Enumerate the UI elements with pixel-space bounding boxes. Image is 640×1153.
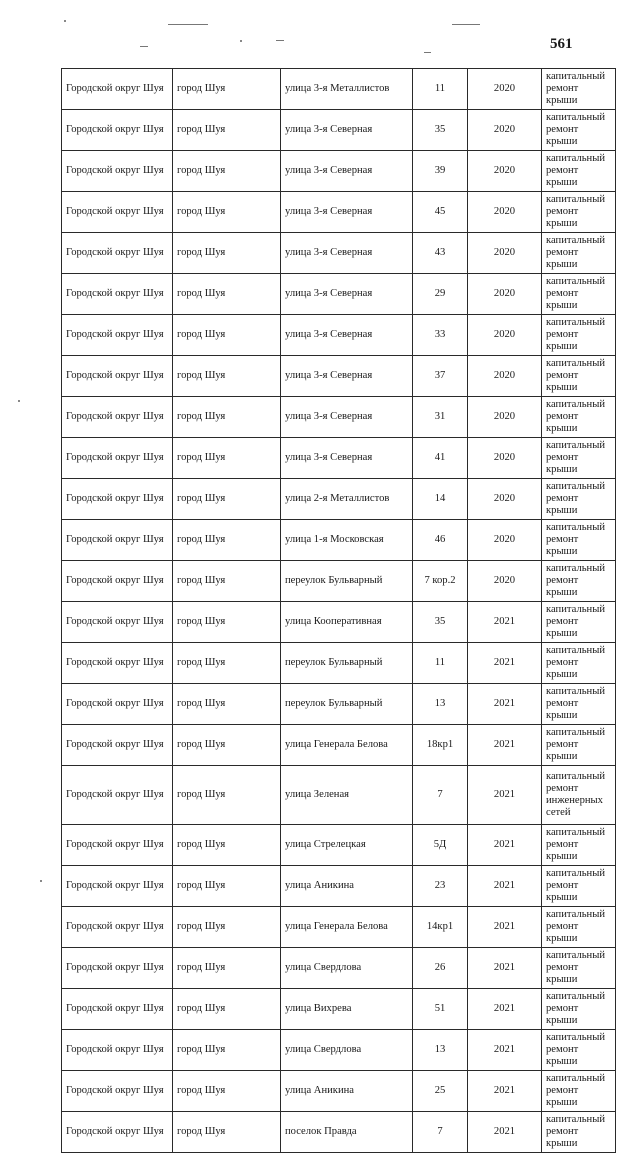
- district-cell: Городской округ Шуя: [62, 192, 173, 233]
- year-cell: 2020: [468, 192, 542, 233]
- house-number-cell: 35: [413, 110, 468, 151]
- table-row: [62, 1112, 616, 1153]
- house-number-cell: 13: [413, 1030, 468, 1071]
- year-cell: 2021: [468, 725, 542, 766]
- year-cell: 2020: [468, 438, 542, 479]
- work-type-cell: капитальный ремонт крыши: [542, 69, 616, 110]
- year-cell: 2021: [468, 948, 542, 989]
- table-row: [62, 397, 616, 438]
- house-number-cell: 18кр1: [413, 725, 468, 766]
- district-cell: Городской округ Шуя: [62, 315, 173, 356]
- house-number-cell: 5Д: [413, 825, 468, 866]
- district-cell: Городской округ Шуя: [62, 561, 173, 602]
- year-cell: 2021: [468, 907, 542, 948]
- city-cell: город Шуя: [173, 315, 281, 356]
- city-cell: город Шуя: [173, 520, 281, 561]
- district-cell: Городской округ Шуя: [62, 356, 173, 397]
- district-cell: Городской округ Шуя: [62, 725, 173, 766]
- house-number-cell: 41: [413, 438, 468, 479]
- work-type-cell: капитальный ремонт крыши: [542, 1030, 616, 1071]
- district-cell: Городской округ Шуя: [62, 989, 173, 1030]
- scan-line: [452, 24, 480, 25]
- year-cell: 2021: [468, 602, 542, 643]
- street-cell: улица Вихрева: [281, 989, 413, 1030]
- year-cell: 2020: [468, 356, 542, 397]
- district-cell: Городской округ Шуя: [62, 69, 173, 110]
- city-cell: город Шуя: [173, 1071, 281, 1112]
- street-cell: улица 3-я Северная: [281, 110, 413, 151]
- work-type-cell: капитальный ремонт крыши: [542, 643, 616, 684]
- street-cell: улица 2-я Металлистов: [281, 479, 413, 520]
- district-cell: Городской округ Шуя: [62, 1071, 173, 1112]
- city-cell: город Шуя: [173, 602, 281, 643]
- table-row: [62, 274, 616, 315]
- year-cell: 2020: [468, 233, 542, 274]
- work-type-cell: капитальный ремонт крыши: [542, 151, 616, 192]
- district-cell: Городской округ Шуя: [62, 397, 173, 438]
- district-cell: Городской округ Шуя: [62, 643, 173, 684]
- table-row: [62, 151, 616, 192]
- year-cell: 2020: [468, 274, 542, 315]
- work-type-cell: капитальный ремонт крыши: [542, 1071, 616, 1112]
- street-cell: улица 1-я Московская: [281, 520, 413, 561]
- table-row: [62, 989, 616, 1030]
- work-type-cell: капитальный ремонт крыши: [542, 948, 616, 989]
- table-row: [62, 825, 616, 866]
- year-cell: 2021: [468, 989, 542, 1030]
- year-cell: 2021: [468, 1030, 542, 1071]
- table-row: [62, 561, 616, 602]
- work-type-cell: капитальный ремонт крыши: [542, 825, 616, 866]
- year-cell: 2020: [468, 520, 542, 561]
- street-cell: улица Зеленая: [281, 766, 413, 825]
- table-row: [62, 479, 616, 520]
- table-row: [62, 866, 616, 907]
- street-cell: улица 3-я Северная: [281, 315, 413, 356]
- year-cell: 2020: [468, 479, 542, 520]
- street-cell: улица Генерала Белова: [281, 725, 413, 766]
- city-cell: город Шуя: [173, 561, 281, 602]
- work-type-cell: капитальный ремонт крыши: [542, 438, 616, 479]
- year-cell: 2020: [468, 110, 542, 151]
- scan-speck: [40, 880, 42, 882]
- city-cell: город Шуя: [173, 866, 281, 907]
- registry-table: [61, 68, 616, 1153]
- street-cell: переулок Бульварный: [281, 684, 413, 725]
- scan-line: [168, 24, 208, 25]
- district-cell: Городской округ Шуя: [62, 479, 173, 520]
- table-row: [62, 684, 616, 725]
- district-cell: Городской округ Шуя: [62, 602, 173, 643]
- work-type-cell: капитальный ремонт крыши: [542, 479, 616, 520]
- year-cell: 2020: [468, 397, 542, 438]
- table-row: [62, 110, 616, 151]
- scan-speck: [18, 400, 20, 402]
- district-cell: Городской округ Шуя: [62, 274, 173, 315]
- year-cell: 2020: [468, 561, 542, 602]
- work-type-cell: капитальный ремонт крыши: [542, 602, 616, 643]
- work-type-cell: капитальный ремонт крыши: [542, 192, 616, 233]
- house-number-cell: 33: [413, 315, 468, 356]
- city-cell: город Шуя: [173, 110, 281, 151]
- district-cell: Городской округ Шуя: [62, 684, 173, 725]
- street-cell: улица 3-я Северная: [281, 151, 413, 192]
- city-cell: город Шуя: [173, 479, 281, 520]
- city-cell: город Шуя: [173, 151, 281, 192]
- district-cell: Городской округ Шуя: [62, 151, 173, 192]
- district-cell: Городской округ Шуя: [62, 1030, 173, 1071]
- year-cell: 2020: [468, 69, 542, 110]
- table-row: [62, 356, 616, 397]
- city-cell: город Шуя: [173, 907, 281, 948]
- city-cell: город Шуя: [173, 948, 281, 989]
- table-row: [62, 766, 616, 825]
- city-cell: город Шуя: [173, 825, 281, 866]
- work-type-cell: капитальный ремонт крыши: [542, 356, 616, 397]
- house-number-cell: 7: [413, 766, 468, 825]
- work-type-cell: капитальный ремонт крыши: [542, 684, 616, 725]
- work-type-cell: капитальный ремонт крыши: [542, 520, 616, 561]
- table-row: [62, 438, 616, 479]
- work-type-cell: капитальный ремонт инженерных сетей: [542, 766, 616, 825]
- work-type-cell: капитальный ремонт крыши: [542, 989, 616, 1030]
- city-cell: город Шуя: [173, 274, 281, 315]
- street-cell: улица Стрелецкая: [281, 825, 413, 866]
- table-row: [62, 192, 616, 233]
- work-type-cell: капитальный ремонт крыши: [542, 561, 616, 602]
- street-cell: улица 3-я Северная: [281, 397, 413, 438]
- table-row: [62, 602, 616, 643]
- scan-speck: [240, 40, 242, 42]
- work-type-cell: капитальный ремонт крыши: [542, 315, 616, 356]
- table-row: [62, 1071, 616, 1112]
- table-row: [62, 725, 616, 766]
- year-cell: 2021: [468, 1071, 542, 1112]
- district-cell: Городской округ Шуя: [62, 438, 173, 479]
- city-cell: город Шуя: [173, 192, 281, 233]
- house-number-cell: 13: [413, 684, 468, 725]
- city-cell: город Шуя: [173, 684, 281, 725]
- scan-speck: [64, 20, 66, 22]
- street-cell: поселок Правда: [281, 1112, 413, 1153]
- work-type-cell: капитальный ремонт крыши: [542, 725, 616, 766]
- scan-line: [276, 40, 284, 41]
- table-row: [62, 233, 616, 274]
- year-cell: 2020: [468, 315, 542, 356]
- house-number-cell: 51: [413, 989, 468, 1030]
- district-cell: Городской округ Шуя: [62, 520, 173, 561]
- district-cell: Городской округ Шуя: [62, 766, 173, 825]
- house-number-cell: 14кр1: [413, 907, 468, 948]
- table-row: [62, 1030, 616, 1071]
- city-cell: город Шуя: [173, 69, 281, 110]
- street-cell: улица Аникина: [281, 866, 413, 907]
- house-number-cell: 26: [413, 948, 468, 989]
- city-cell: город Шуя: [173, 356, 281, 397]
- district-cell: Городской округ Шуя: [62, 948, 173, 989]
- table-row: [62, 69, 616, 110]
- district-cell: Городской округ Шуя: [62, 907, 173, 948]
- house-number-cell: 29: [413, 274, 468, 315]
- work-type-cell: капитальный ремонт крыши: [542, 1112, 616, 1153]
- house-number-cell: 7 кор.2: [413, 561, 468, 602]
- street-cell: улица 3-я Северная: [281, 438, 413, 479]
- city-cell: город Шуя: [173, 766, 281, 825]
- street-cell: улица 3-я Металлистов: [281, 69, 413, 110]
- street-cell: улица 3-я Северная: [281, 274, 413, 315]
- street-cell: улица Свердлова: [281, 948, 413, 989]
- city-cell: город Шуя: [173, 1030, 281, 1071]
- street-cell: улица Свердлова: [281, 1030, 413, 1071]
- table-row: [62, 643, 616, 684]
- house-number-cell: 43: [413, 233, 468, 274]
- house-number-cell: 37: [413, 356, 468, 397]
- scan-line: [140, 46, 148, 47]
- street-cell: улица Аникина: [281, 1071, 413, 1112]
- house-number-cell: 35: [413, 602, 468, 643]
- year-cell: 2021: [468, 1112, 542, 1153]
- city-cell: город Шуя: [173, 725, 281, 766]
- house-number-cell: 11: [413, 643, 468, 684]
- house-number-cell: 46: [413, 520, 468, 561]
- street-cell: улица 3-я Северная: [281, 192, 413, 233]
- house-number-cell: 25: [413, 1071, 468, 1112]
- house-number-cell: 7: [413, 1112, 468, 1153]
- house-number-cell: 45: [413, 192, 468, 233]
- district-cell: Городской округ Шуя: [62, 110, 173, 151]
- work-type-cell: капитальный ремонт крыши: [542, 907, 616, 948]
- street-cell: улица Генерала Белова: [281, 907, 413, 948]
- street-cell: переулок Бульварный: [281, 643, 413, 684]
- house-number-cell: 23: [413, 866, 468, 907]
- table-row: [62, 520, 616, 561]
- table-body: [62, 69, 616, 1153]
- house-number-cell: 11: [413, 69, 468, 110]
- street-cell: улица 3-я Северная: [281, 233, 413, 274]
- work-type-cell: капитальный ремонт крыши: [542, 233, 616, 274]
- table-row: [62, 907, 616, 948]
- city-cell: город Шуя: [173, 989, 281, 1030]
- house-number-cell: 39: [413, 151, 468, 192]
- city-cell: город Шуя: [173, 1112, 281, 1153]
- year-cell: 2021: [468, 866, 542, 907]
- street-cell: улица 3-я Северная: [281, 356, 413, 397]
- year-cell: 2020: [468, 151, 542, 192]
- year-cell: 2021: [468, 684, 542, 725]
- district-cell: Городской округ Шуя: [62, 866, 173, 907]
- work-type-cell: капитальный ремонт крыши: [542, 397, 616, 438]
- city-cell: город Шуя: [173, 397, 281, 438]
- table-row: [62, 315, 616, 356]
- scan-line: [424, 52, 431, 53]
- table-row: [62, 948, 616, 989]
- year-cell: 2021: [468, 825, 542, 866]
- house-number-cell: 14: [413, 479, 468, 520]
- street-cell: переулок Бульварный: [281, 561, 413, 602]
- year-cell: 2021: [468, 643, 542, 684]
- work-type-cell: капитальный ремонт крыши: [542, 866, 616, 907]
- city-cell: город Шуя: [173, 643, 281, 684]
- year-cell: 2021: [468, 766, 542, 825]
- street-cell: улица Кооперативная: [281, 602, 413, 643]
- district-cell: Городской округ Шуя: [62, 1112, 173, 1153]
- work-type-cell: капитальный ремонт крыши: [542, 274, 616, 315]
- city-cell: город Шуя: [173, 233, 281, 274]
- district-cell: Городской округ Шуя: [62, 825, 173, 866]
- district-cell: Городской округ Шуя: [62, 233, 173, 274]
- page-number: 561: [550, 36, 573, 52]
- work-type-cell: капитальный ремонт крыши: [542, 110, 616, 151]
- city-cell: город Шуя: [173, 438, 281, 479]
- house-number-cell: 31: [413, 397, 468, 438]
